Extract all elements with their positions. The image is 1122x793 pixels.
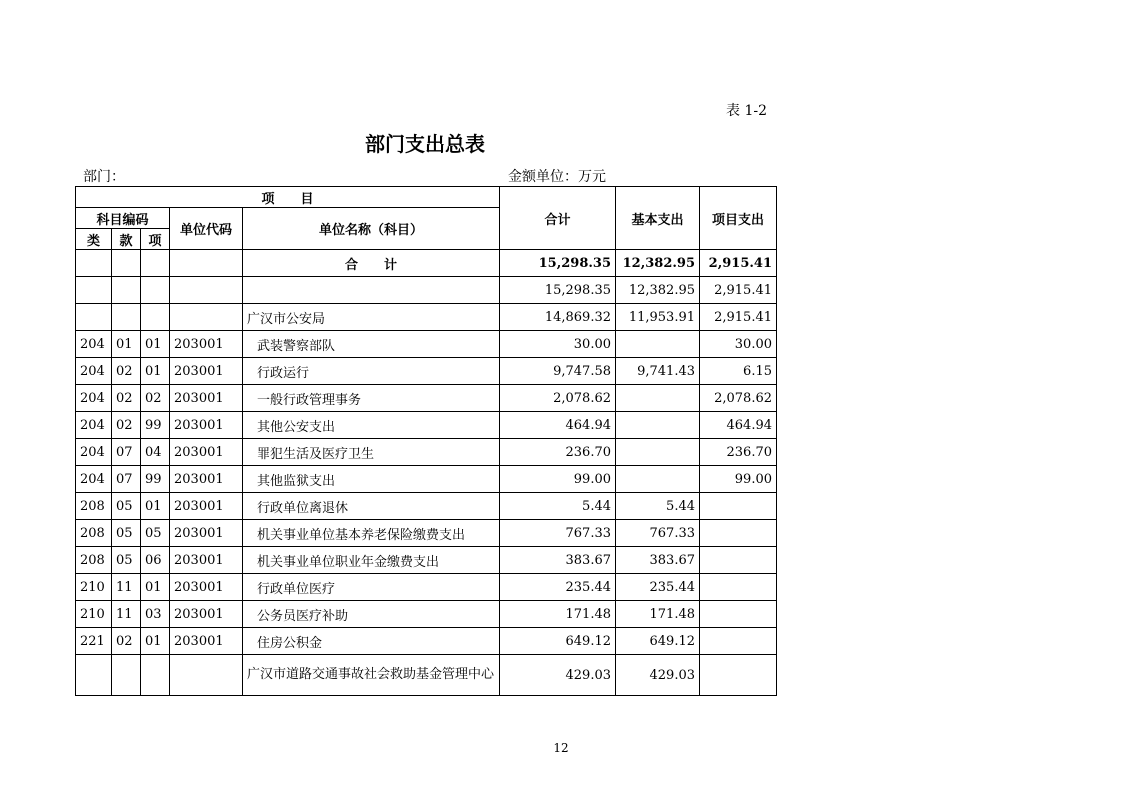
cell-unit-code: 203001 [170,466,243,493]
cell-unit-code: 203001 [170,493,243,520]
cell-kuan: 02 [112,358,141,385]
cell-unit-name: 公务员医疗补助 [243,601,500,628]
cell-lei: 208 [76,493,112,520]
cell-unit-code: 203001 [170,574,243,601]
cell-project: 464.94 [700,412,777,439]
cell-unit-code: 203001 [170,547,243,574]
cell-lei: 208 [76,547,112,574]
summary-row [76,250,777,277]
cell-xiang: 01 [141,628,170,655]
cell-lei: 210 [76,574,112,601]
cell-total: 649.12 [500,628,616,655]
cell-unit-name: 行政运行 [243,358,500,385]
cell-kuan [112,304,141,331]
cell-xiang: 99 [141,466,170,493]
table-row [76,466,777,493]
cell-project [700,655,777,696]
cell-unit-code: 203001 [170,385,243,412]
header-xiang: 项 [141,229,170,250]
cell-total: 15,298.35 [500,277,616,304]
cell-project [700,520,777,547]
cell-kuan: 07 [112,439,141,466]
table-row [76,439,777,466]
cell-kuan: 11 [112,601,141,628]
cell-project: 2,915.41 [700,304,777,331]
cell-project: 99.00 [700,466,777,493]
expenditure-table [75,186,777,696]
cell-basic [616,466,700,493]
cell-basic: 383.67 [616,547,700,574]
cell-unit-name: 罪犯生活及医疗卫生 [243,439,500,466]
cell-basic: 235.44 [616,574,700,601]
cell-lei: 204 [76,385,112,412]
cell-unit-code [170,655,243,696]
table-row [76,547,777,574]
cell-unit-name: 机关事业单位基本养老保险缴费支出 [243,520,500,547]
table-row [76,655,777,696]
cell-basic: 171.48 [616,601,700,628]
cell-lei: 204 [76,358,112,385]
cell-basic: 767.33 [616,520,700,547]
cell-unit-name: 广汉市道路交通事故社会救助基金管理中心 [243,655,500,696]
cell-total: 99.00 [500,466,616,493]
summary-total: 15,298.35 [500,250,616,277]
cell-basic [616,412,700,439]
cell-xiang: 05 [141,520,170,547]
cell-unit-code: 203001 [170,520,243,547]
cell-unit-name: 广汉市公安局 [243,304,500,331]
cell-unit-name [243,277,500,304]
cell-xiang: 02 [141,385,170,412]
header-unit-name: 单位名称（科目） [243,208,500,250]
cell-lei: 204 [76,439,112,466]
cell-total: 383.67 [500,547,616,574]
department-label: 部门： [83,169,125,185]
cell-basic: 649.12 [616,628,700,655]
cell-basic: 429.03 [616,655,700,696]
header-total: 合计 [500,187,616,250]
cell-total: 429.03 [500,655,616,696]
cell-basic: 9,741.43 [616,358,700,385]
summary-label: 合 计 [243,250,500,277]
table-row [76,304,777,331]
cell-basic [616,331,700,358]
cell-basic [616,385,700,412]
table-row [76,385,777,412]
cell-lei [76,304,112,331]
table-row [76,358,777,385]
cell-lei: 221 [76,628,112,655]
cell-unit-code: 203001 [170,628,243,655]
table-row [76,520,777,547]
cell-lei [76,655,112,696]
cell-kuan: 01 [112,331,141,358]
cell-unit-code [170,304,243,331]
cell-xiang: 01 [141,358,170,385]
cell-total: 9,747.58 [500,358,616,385]
cell-project: 2,078.62 [700,385,777,412]
cell-total: 235.44 [500,574,616,601]
cell-total: 30.00 [500,331,616,358]
cell-project [700,574,777,601]
cell-basic: 11,953.91 [616,304,700,331]
summary-project: 2,915.41 [700,250,777,277]
cell-unit-name: 一般行政管理事务 [243,385,500,412]
header-unit-code: 单位代码 [170,208,243,250]
header-basic: 基本支出 [616,187,700,250]
header-project: 项目支出 [700,187,777,250]
cell-xiang: 01 [141,493,170,520]
cell-basic [616,439,700,466]
cell-total: 2,078.62 [500,385,616,412]
cell-kuan: 02 [112,412,141,439]
cell-xiang [141,655,170,696]
page-title: 部门支出总表 [365,132,485,156]
cell-total: 464.94 [500,412,616,439]
cell-lei: 204 [76,412,112,439]
header-kemu-code: 科目编码 [76,208,170,229]
table-row [76,277,777,304]
cell-xiang [141,277,170,304]
cell-project [700,493,777,520]
cell-basic: 5.44 [616,493,700,520]
page-number: 12 [553,741,569,755]
table-row [76,331,777,358]
table-row [76,574,777,601]
cell-total: 236.70 [500,439,616,466]
cell-project: 6.15 [700,358,777,385]
cell-unit-name: 其他监狱支出 [243,466,500,493]
cell-kuan: 11 [112,574,141,601]
cell-kuan: 02 [112,385,141,412]
cell-total: 171.48 [500,601,616,628]
cell-lei: 204 [76,331,112,358]
cell-kuan [112,655,141,696]
cell-lei [76,277,112,304]
cell-xiang [141,304,170,331]
cell-total: 5.44 [500,493,616,520]
cell-project: 30.00 [700,331,777,358]
cell-unit-code: 203001 [170,412,243,439]
cell-lei: 210 [76,601,112,628]
cell-project: 236.70 [700,439,777,466]
summary-basic: 12,382.95 [616,250,700,277]
cell-unit-name: 行政单位医疗 [243,574,500,601]
cell-project [700,547,777,574]
cell-kuan: 05 [112,520,141,547]
table-row [76,628,777,655]
cell-unit-code [170,277,243,304]
cell-project: 2,915.41 [700,277,777,304]
cell-basic: 12,382.95 [616,277,700,304]
cell-kuan: 05 [112,547,141,574]
cell-lei: 204 [76,466,112,493]
cell-xiang: 04 [141,439,170,466]
cell-project [700,628,777,655]
cell-kuan [112,277,141,304]
cell-total: 14,869.32 [500,304,616,331]
header-xiangmu: 项 目 [76,187,500,208]
cell-project [700,601,777,628]
header-lei: 类 [76,229,112,250]
table-row [76,412,777,439]
cell-unit-code: 203001 [170,331,243,358]
cell-xiang: 01 [141,331,170,358]
cell-unit-name: 行政单位离退休 [243,493,500,520]
cell-xiang: 06 [141,547,170,574]
cell-unit-code: 203001 [170,439,243,466]
header-kuan: 款 [112,229,141,250]
cell-xiang: 99 [141,412,170,439]
cell-xiang: 01 [141,574,170,601]
cell-total: 767.33 [500,520,616,547]
cell-kuan: 07 [112,466,141,493]
table-row [76,493,777,520]
cell-unit-name: 武装警察部队 [243,331,500,358]
cell-kuan: 02 [112,628,141,655]
cell-unit-code: 203001 [170,358,243,385]
table-row [76,601,777,628]
cell-unit-name: 其他公安支出 [243,412,500,439]
cell-kuan: 05 [112,493,141,520]
cell-unit-code: 203001 [170,601,243,628]
cell-unit-name: 机关事业单位职业年金缴费支出 [243,547,500,574]
cell-xiang: 03 [141,601,170,628]
cell-unit-name: 住房公积金 [243,628,500,655]
cell-lei: 208 [76,520,112,547]
table-tag: 表 1-2 [726,103,767,119]
unit-label: 金额单位：万元 [508,169,606,185]
